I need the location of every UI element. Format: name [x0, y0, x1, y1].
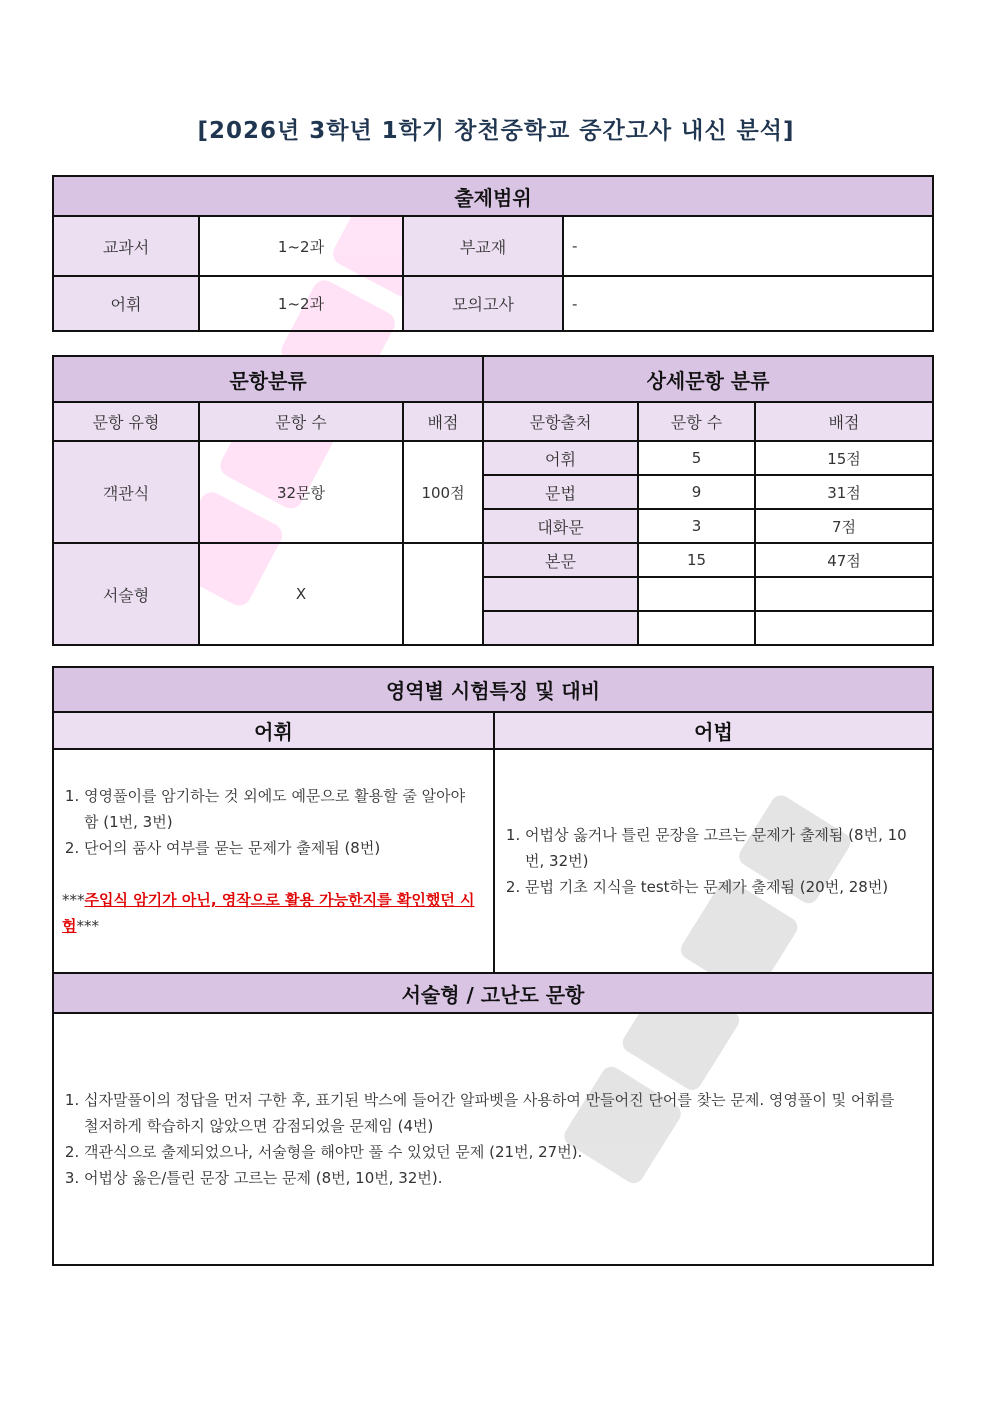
detail-source [483, 577, 638, 611]
scope-label-textbook: 교과서 [53, 216, 199, 276]
vocab-header: 어휘 [53, 712, 494, 749]
col-count2: 문항 수 [638, 402, 755, 441]
classification-header: 문항분류 [53, 356, 483, 402]
grammar-item: 1. 어법상 옳거나 틀린 문장을 고르는 문제가 출제됨 (8번, 10번, 32번) [525, 822, 924, 874]
features-table [52, 666, 934, 1266]
hard-header: 서술형 / 고난도 문항 [53, 973, 933, 1013]
hard-list [62, 1087, 902, 1191]
col-score2: 배점 [755, 402, 933, 441]
vocab-item: 2. 단어의 품사 여부를 묻는 문제가 출제됨 (8번) [84, 835, 483, 861]
scope-label-subtextbook: 부교재 [403, 216, 563, 276]
classification-table [52, 355, 934, 646]
objective-count: 32문항 [199, 441, 403, 543]
subjective-score [403, 543, 483, 645]
detail-source: 본문 [483, 543, 638, 577]
hard-item: 2. 객관식으로 출제되었으나, 서술형을 해야만 풀 수 있었던 문제 (21번, 27번). [84, 1139, 902, 1165]
scope-value-vocab: 1~2과 [199, 276, 403, 331]
grammar-list [503, 822, 924, 900]
grammar-content [494, 749, 933, 973]
detail-score [755, 611, 933, 645]
hard-content [53, 1013, 933, 1265]
vocab-note: ***주입식 암기가 아닌, 영작으로 활용 가능한지를 확인했던 시험*** [62, 891, 475, 935]
detail-count: 5 [638, 441, 755, 475]
detail-count [638, 577, 755, 611]
detail-header: 상세문항 분류 [483, 356, 933, 402]
vocab-list [62, 783, 483, 861]
col-score: 배점 [403, 402, 483, 441]
detail-count: 9 [638, 475, 755, 509]
page-title: [2026년 3학년 1학기 창천중학교 중간고사 내신 분석] [197, 118, 795, 144]
subjective-count: X [199, 543, 403, 645]
scope-table [52, 175, 934, 332]
detail-score: 15점 [755, 441, 933, 475]
scope-label-vocab: 어휘 [53, 276, 199, 331]
subjective-type: 서술형 [53, 543, 199, 645]
detail-score [755, 577, 933, 611]
detail-score: 31점 [755, 475, 933, 509]
grammar-item: 2. 문법 기초 지식을 test하는 문제가 출제됨 (20번, 28번) [525, 874, 924, 900]
detail-source: 문법 [483, 475, 638, 509]
grammar-header: 어법 [494, 712, 933, 749]
scope-header: 출제범위 [53, 176, 933, 216]
col-count: 문항 수 [199, 402, 403, 441]
col-source: 문항출처 [483, 402, 638, 441]
detail-source [483, 611, 638, 645]
hard-item: 1. 십자말풀이의 정답을 먼저 구한 후, 표기된 박스에 들어간 알파벳을 사용하여 만들어진 단어를 찾는 문제. 영영풀이 및 어휘를 철저하게 학습하지 않았으면 감점되었을 문제임 (4번) [84, 1087, 902, 1139]
objective-type: 객관식 [53, 441, 199, 543]
detail-score: 7점 [755, 509, 933, 543]
scope-label-mock: 모의고사 [403, 276, 563, 331]
detail-count: 3 [638, 509, 755, 543]
objective-score: 100점 [403, 441, 483, 543]
detail-source: 대화문 [483, 509, 638, 543]
scope-value-mock: - [563, 276, 933, 331]
scope-value-textbook: 1~2과 [199, 216, 403, 276]
detail-score: 47점 [755, 543, 933, 577]
detail-count [638, 611, 755, 645]
vocab-content [53, 749, 494, 973]
vocab-note-emphasis: 주입식 암기가 아닌, 영작으로 활용 가능한지를 확인했던 시험 [62, 891, 475, 935]
hard-item: 3. 어법상 옳은/틀린 문장 고르는 문제 (8번, 10번, 32번). [84, 1165, 902, 1191]
vocab-item: 1. 영영풀이를 암기하는 것 외에도 예문으로 활용할 줄 알아야 함 (1번, 3번) [84, 783, 483, 835]
col-type: 문항 유형 [53, 402, 199, 441]
detail-source: 어휘 [483, 441, 638, 475]
detail-count: 15 [638, 543, 755, 577]
features-header: 영역별 시험특징 및 대비 [53, 667, 933, 712]
scope-value-subtextbook: - [563, 216, 933, 276]
